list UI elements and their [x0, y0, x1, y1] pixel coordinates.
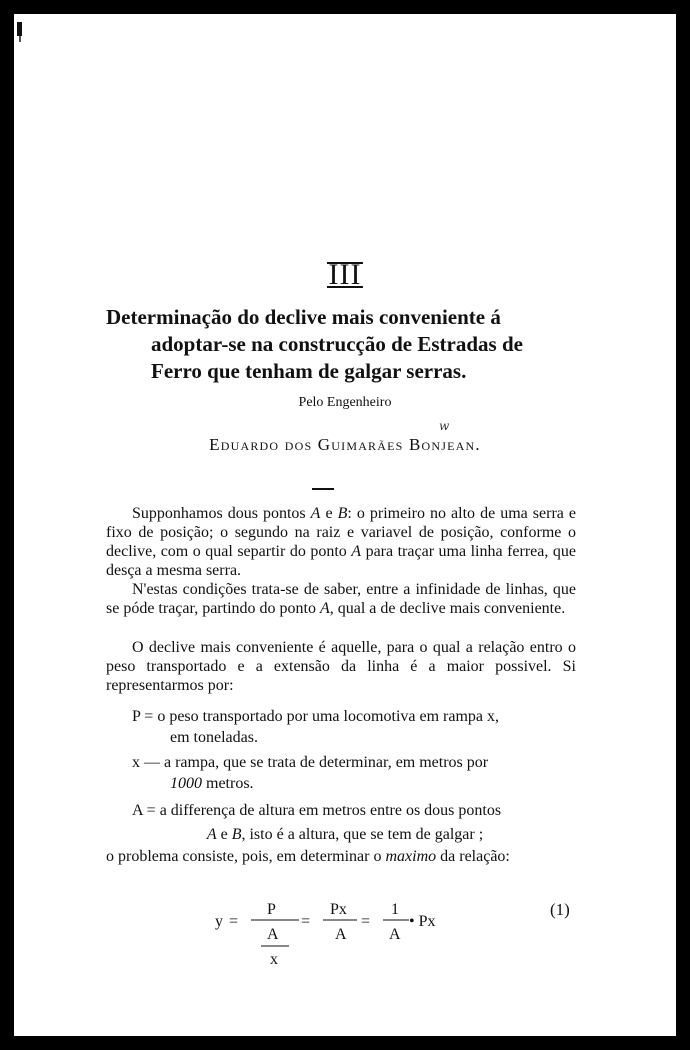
- definition-A-continuation: A e B, isto é a altura, que se tem de galgar ;: [206, 826, 484, 843]
- eq-A-2: A: [335, 926, 347, 943]
- title-line-1: Determinação do declive mais conveniente á: [106, 305, 501, 329]
- eq-A-denom: A: [267, 926, 279, 943]
- paragraph-2: N'estas condições trata-se de saber, entre a infinidade de linhas, que se póde traçar, partindo do ponto A, qual a de declive mais conveniente.: [106, 581, 576, 617]
- eq-A-3: A: [389, 926, 401, 943]
- chapter-number: III: [328, 258, 362, 291]
- document-page: [14, 14, 676, 1036]
- scan-mark: [16, 20, 26, 50]
- eq-y: y: [215, 913, 223, 930]
- eq-dot-Px: • Px: [409, 913, 436, 930]
- problem-statement: o problema consiste, pois, em determinar o maximo da relação:: [106, 848, 510, 865]
- author-name: Eduardo dos Guimarães Bonjean.: [209, 435, 481, 454]
- eq-equals-2: =: [301, 913, 311, 930]
- definition-A: A = a differença de altura em metros entre os dous pontos: [132, 802, 502, 819]
- title-line-3: Ferro que tenham de galgar serras.: [151, 359, 467, 383]
- separator-dash: [312, 488, 334, 490]
- definition-x: x — a rampa, que se trata de determinar, em metros por 1000 metros.: [132, 754, 489, 792]
- paragraph-1: Supponhamos dous pontos A e B: o primeiro no alto de uma serra e fixo de posição; o segundo na raiz e variavel de posição, conforme o declive, com o qual separtir do ponto A para traçar uma linha ferrea, que desça a mesma serra.: [106, 505, 577, 579]
- equation-number: (1): [550, 900, 570, 919]
- equation-1: [209, 884, 469, 974]
- paragraph-3: O declive mais conveniente é aquelle, para o qual a relação entro o peso transportado e a extensão da linha é a maior possivel. Si representarmos por:: [106, 639, 576, 694]
- eq-equals-3: =: [361, 913, 371, 930]
- definition-P: P = o peso transportado por uma locomotiva em rampa x, em toneladas.: [132, 708, 500, 746]
- byline: Pelo Engenheiro: [298, 395, 392, 410]
- title-line-2: adoptar-se na construcção de Estradas de: [151, 332, 523, 356]
- eq-x-denom: x: [270, 951, 278, 968]
- eq-Px: Px: [330, 901, 347, 918]
- article-title: [106, 304, 576, 385]
- eq-one: 1: [391, 901, 399, 918]
- handwritten-annotation: w: [439, 419, 450, 433]
- eq-equals-1: =: [229, 913, 239, 930]
- eq-P: P: [267, 901, 276, 918]
